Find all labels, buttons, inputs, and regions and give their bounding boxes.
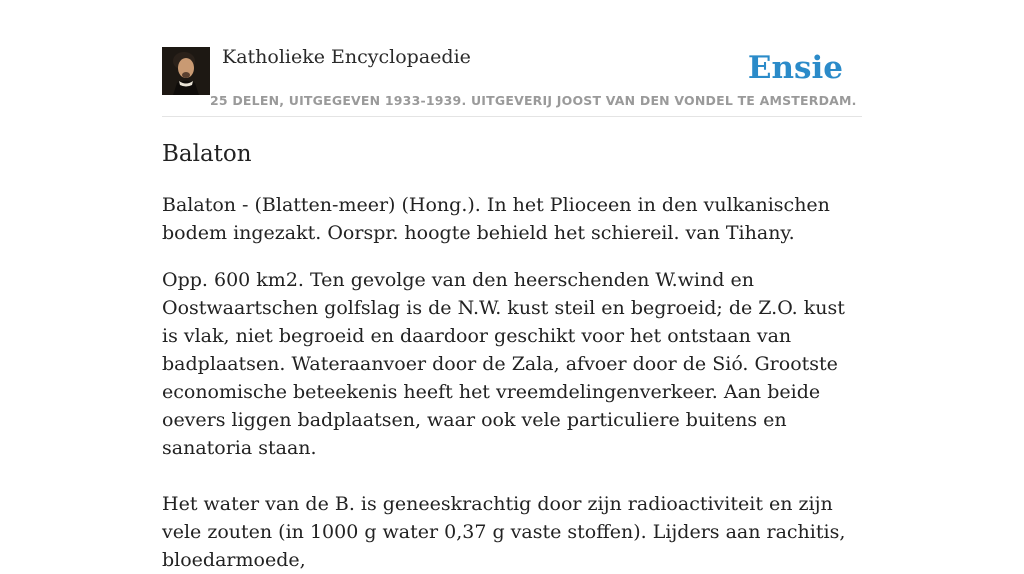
- article-paragraph: Het water van de B. is geneeskrachtig door zijn radioactiviteit en zijn vele zouten (in 1000 g water 0,37 g vaste stoffen). Lijders aan rachitis, bloedarmoede,: [162, 493, 846, 571]
- article-paragraph: Opp. 600 km2. Ten gevolge van den heerschenden W.wind en Oostwaartschen golfslag is de N.W. kust steil en begroeid; de Z.O. kust is vlak, niet begroeid en daardoor geschikt voor het ontstaan van badplaatsen. Wateraanvoer door de Zala, afvoer door de Sió. Grootste economische beteekenis heeft het vreemdelingenverkeer. Aan beide oevers liggen badplaatsen, waar ook vele particuliere buitens en sanatoria staan.: [162, 269, 845, 459]
- portrait-icon: [162, 47, 210, 95]
- article: [162, 138, 862, 574]
- article-title: Balaton: [162, 141, 252, 167]
- site-subtitle: 25 DELEN, UITGEGEVEN 1933-1939. UITGEVERIJ JOOST VAN DEN VONDEL TE AMSTERDAM.: [210, 93, 857, 108]
- author-portrait-avatar[interactable]: [162, 47, 210, 95]
- site-title[interactable]: Katholieke Encyclopaedie: [222, 46, 471, 68]
- ensie-logo-link[interactable]: Ensie: [747, 50, 843, 86]
- header: [162, 46, 862, 117]
- article-paragraph: Balaton - (Blatten-meer) (Hong.). In het Plioceen in den vulkanischen bodem ingezakt. Oorspr. hoogte behield het schiereil. van Tihany.: [162, 194, 830, 244]
